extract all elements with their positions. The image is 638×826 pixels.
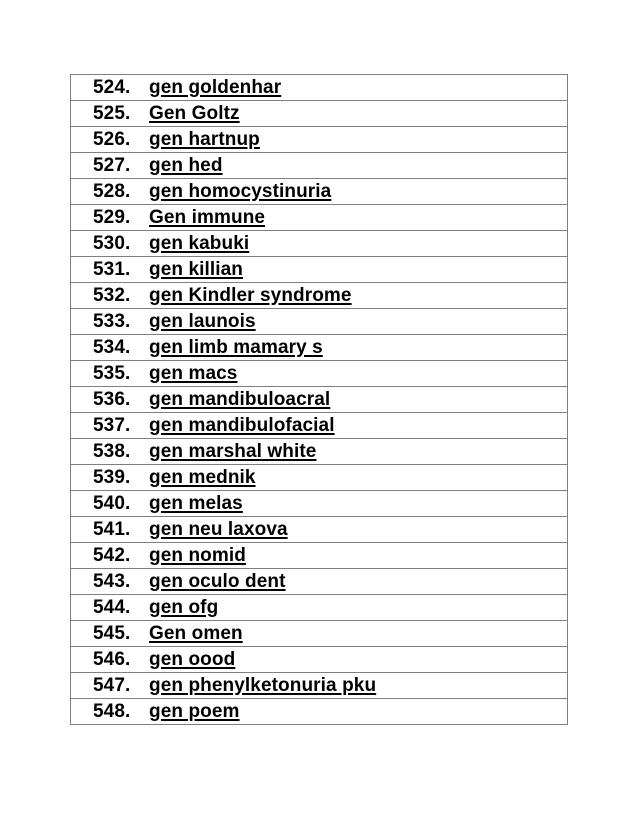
list-cell: [71, 205, 568, 231]
list-cell: [71, 179, 568, 205]
item-link[interactable]: gen goldenhar: [149, 76, 282, 98]
list-cell: [71, 439, 568, 465]
list-item: [71, 621, 568, 647]
item-link[interactable]: gen killian: [149, 258, 244, 280]
item-number: 528.: [93, 180, 131, 202]
item-number: 531.: [93, 258, 131, 280]
item-link[interactable]: gen oculo dent: [149, 570, 286, 592]
list-cell: [71, 361, 568, 387]
list-cell: [71, 569, 568, 595]
item-number: 526.: [93, 128, 131, 150]
list-item: [71, 699, 568, 725]
list-cell: [71, 283, 568, 309]
list-cell: [71, 257, 568, 283]
item-number: 534.: [93, 336, 131, 358]
list-cell: [71, 387, 568, 413]
item-number: 535.: [93, 362, 131, 384]
item-link[interactable]: gen mednik: [149, 466, 256, 488]
list-cell: [71, 413, 568, 439]
list-cell: [71, 621, 568, 647]
item-number: 532.: [93, 284, 131, 306]
item-number: 524.: [93, 76, 131, 98]
list-cell: [71, 647, 568, 673]
list-cell: [71, 127, 568, 153]
list-cell: [71, 335, 568, 361]
list-item: [71, 257, 568, 283]
item-link[interactable]: gen melas: [149, 492, 243, 514]
item-number: 542.: [93, 544, 131, 566]
list-cell: [71, 517, 568, 543]
list-cell: [71, 153, 568, 179]
list-item: [71, 205, 568, 231]
list-item: [71, 153, 568, 179]
list-cell: [71, 543, 568, 569]
item-link[interactable]: gen homocystinuria: [149, 180, 332, 202]
item-number: 540.: [93, 492, 131, 514]
item-link[interactable]: Gen Goltz: [149, 102, 240, 124]
list-item: [71, 595, 568, 621]
list-cell: [71, 231, 568, 257]
item-number: 539.: [93, 466, 131, 488]
item-number: 541.: [93, 518, 131, 540]
list-item: [71, 127, 568, 153]
list-item: [71, 543, 568, 569]
list-item: [71, 231, 568, 257]
list-item: [71, 517, 568, 543]
item-link[interactable]: gen ofg: [149, 596, 219, 618]
item-number: 533.: [93, 310, 131, 332]
item-number: 527.: [93, 154, 131, 176]
list-item: [71, 283, 568, 309]
list-item: [71, 335, 568, 361]
item-number: 537.: [93, 414, 131, 436]
list-cell: [71, 465, 568, 491]
item-link[interactable]: gen mandibulofacial: [149, 414, 335, 436]
item-number: 547.: [93, 674, 131, 696]
item-number: 538.: [93, 440, 131, 462]
item-link[interactable]: gen hed: [149, 154, 223, 176]
list-item: [71, 75, 568, 101]
list-body: [71, 75, 568, 725]
item-number: 545.: [93, 622, 131, 644]
list-item: [71, 413, 568, 439]
item-link[interactable]: Gen omen: [149, 622, 243, 644]
list-cell: [71, 699, 568, 725]
item-number: 543.: [93, 570, 131, 592]
item-number: 525.: [93, 102, 131, 124]
list-item: [71, 673, 568, 699]
list-item: [71, 439, 568, 465]
item-link[interactable]: gen phenylketonuria pku: [149, 674, 377, 696]
list-item: [71, 569, 568, 595]
list-item: [71, 491, 568, 517]
list-item: [71, 465, 568, 491]
list-cell: [71, 101, 568, 127]
list-item: [71, 361, 568, 387]
item-link[interactable]: gen Kindler syndrome: [149, 284, 352, 306]
item-link[interactable]: gen mandibuloacral: [149, 388, 331, 410]
item-link[interactable]: gen neu laxova: [149, 518, 288, 540]
list-cell: [71, 673, 568, 699]
item-link[interactable]: gen hartnup: [149, 128, 260, 150]
item-number: 536.: [93, 388, 131, 410]
list-item: [71, 101, 568, 127]
numbered-link-list: [70, 74, 568, 725]
item-link[interactable]: gen marshal white: [149, 440, 317, 462]
list-cell: [71, 309, 568, 335]
item-link[interactable]: gen kabuki: [149, 232, 250, 254]
item-link[interactable]: gen macs: [149, 362, 238, 384]
list-item: [71, 179, 568, 205]
item-number: 546.: [93, 648, 131, 670]
item-number: 529.: [93, 206, 131, 228]
item-link[interactable]: Gen immune: [149, 206, 266, 228]
list-item: [71, 309, 568, 335]
list-item: [71, 647, 568, 673]
list-cell: [71, 595, 568, 621]
item-link[interactable]: gen oood: [149, 648, 236, 670]
item-link[interactable]: gen nomid: [149, 544, 246, 566]
list-cell: [71, 75, 568, 101]
list-cell: [71, 491, 568, 517]
item-number: 544.: [93, 596, 131, 618]
item-number: 530.: [93, 232, 131, 254]
item-link[interactable]: gen launois: [149, 310, 256, 332]
list-item: [71, 387, 568, 413]
item-link[interactable]: gen poem: [149, 700, 240, 722]
item-link[interactable]: gen limb mamary s: [149, 336, 323, 358]
item-number: 548.: [93, 700, 131, 722]
